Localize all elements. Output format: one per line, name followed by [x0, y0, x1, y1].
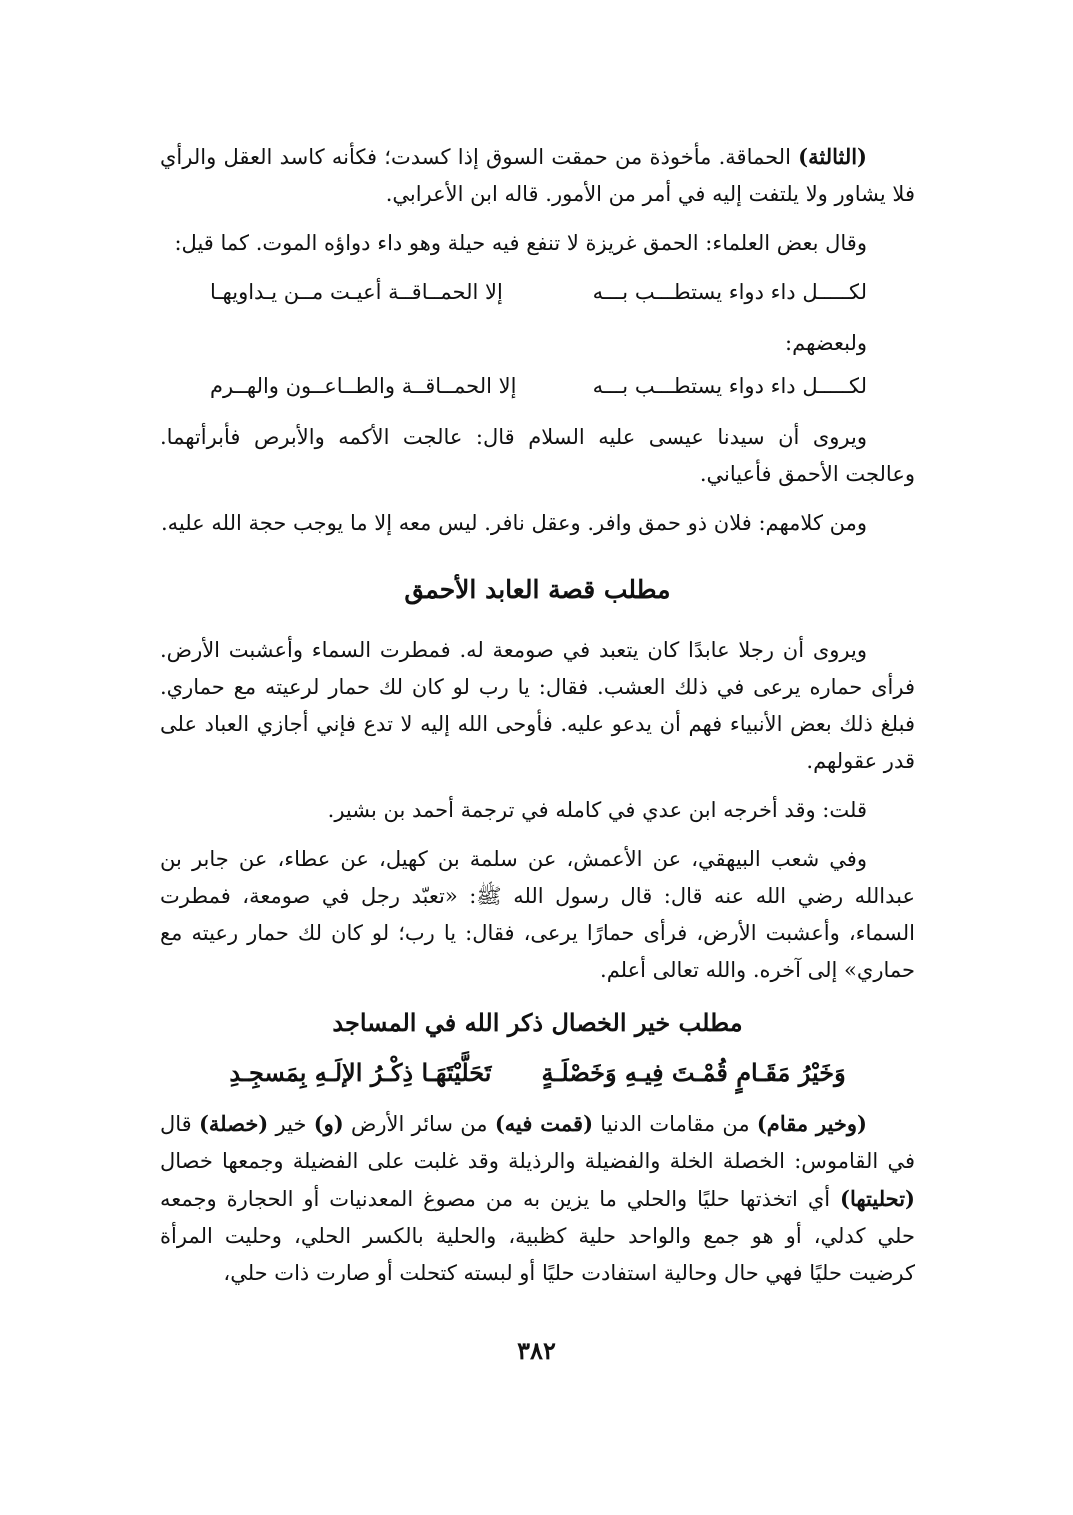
bold-term: (خصلة) — [198, 1111, 269, 1136]
bold-term: (تحليتها) — [840, 1186, 915, 1211]
term-label: (الثالثة) — [798, 144, 867, 169]
commentary-text: أي اتخذتها حليًا والحلي ما يزين به من مصوغ المعدنيات أو الحجارة وجمعه حلي كدلي، أو هو جمع والواحد حلية كظبية، والحلية بالكسر الحلي، وحليت المرأة كرضيت حليًا فهي حال وحالية استفادت حليًا أو لبسته كتحلت أو صارت ذات حلي، — [160, 1187, 915, 1285]
paragraph-text: الحماقة. مأخوذة من حمقت السوق إذا كسدت؛ فكأنه كاسد العقل والرأي فلا يشاور ولا يلتفت إليه في أمر من الأمور. قاله ابن الأعرابي. — [160, 145, 915, 206]
section-heading-worshipper-story: مطلب قصة العابد الأحمق — [404, 575, 671, 604]
paragraph-commentary — [160, 1105, 915, 1292]
paragraph-worshipper-story: ويروى أن رجلا عابدًا كان يتعبد في صومعة له. فمطرت السماء وأعشبت الأرض. فرأى حماره يرعى في ذلك العشب. فقال: يا رب لو كان لك حمار لرعيته مع حماري. فبلغ ذلك بعض الأنبياء فهم أن يدعو عليه. فأوحى الله إليه لا تدع فإني أجازي العباد على قدر عقولهم. — [160, 638, 915, 773]
verse-hemistich-second: إلا الحمــاقــة أعيـت مــن يـداويهـا — [210, 280, 503, 304]
verse-hemistich-first: لكـــــل داء دواء يستطـــب بـــه — [592, 374, 867, 398]
paragraph-sayings: ومن كلامهم: فلان ذو حمق وافر. وعقل نافر. ليس معه إلا ما يوجب حجة الله عليه. — [160, 511, 867, 535]
paragraph-ibn-adi-note: قلت: وقد أخرجه ابن عدي في كامله في ترجمة أحمد بن بشير. — [327, 798, 867, 822]
commentary-text: من سائر الأرض — [343, 1112, 495, 1136]
verse-hemistich-second: إلا الحمــاقــة والطــاعــون والهــرم — [210, 374, 517, 398]
section-heading-best-traits: مطلب خير الخصال ذكر الله في المساجد — [332, 1008, 743, 1037]
commentary-text: من مقامات الدنيا — [593, 1112, 757, 1136]
bold-term: (و) — [313, 1111, 344, 1136]
poem-verse — [160, 1051, 915, 1095]
paragraph-bayhaqi-hadith: وفي شعب البيهقي، عن الأعمش، عن سلمة بن كهيل، عن عطاء، عن جابر بن عبدالله رضي الله عنه قال: قال رسول الله ﷺ: «تعبّد رجل في صومعة، فمطرت السماء، وأعشبت الأرض، فرأى حمارًا يرعى، فقال: يا رب؛ لو كان لك حمار رعيته مع حماري» إلى آخره. والله تعالى أعلم. — [160, 847, 915, 982]
poem-hemistich-second: تَحَلَّيْتَهَـا ذِكْـرُ الإلَـهِ بِمَسجِـدِ — [229, 1058, 492, 1087]
paragraph-scholars-quote: وقال بعض العلماء: الحمق غريزة لا تنفع فيه حيلة وهو داء دواؤه الموت. كما قيل: — [174, 231, 867, 255]
paragraph-isa-narration: ويروى أن سيدنا عيسى عليه السلام قال: عالجت الأكمه والأبرص فأبرأتهما. وعالجت الأحمق فأعياني. — [160, 425, 915, 486]
label-others: ولبعضهم: — [785, 331, 867, 355]
verse-line-2 — [210, 368, 867, 405]
bold-term: (وخير مقام) — [756, 1111, 867, 1136]
verse-line-1 — [210, 274, 867, 311]
commentary-text: خير — [268, 1112, 314, 1136]
commentary-text: قال في القاموس: الخصلة الخلة والفضيلة والرذيلة وقد غلبت على الفضيلة وجمعها خصال — [160, 1112, 915, 1173]
poem-hemistich-first: وَخَيْرُ مَقَـامٍ قُمْـتَ فِيـهِ وَخَصْلَـةٍ — [541, 1058, 846, 1087]
bold-term: (قمت فيه) — [494, 1111, 594, 1136]
paragraph-third-meaning — [160, 138, 915, 213]
page-number: ٣٨٢ — [517, 1336, 556, 1365]
verse-hemistich-first: لكـــــل داء دواء يستطـــب بـــه — [592, 280, 867, 304]
page-body — [160, 138, 915, 1304]
